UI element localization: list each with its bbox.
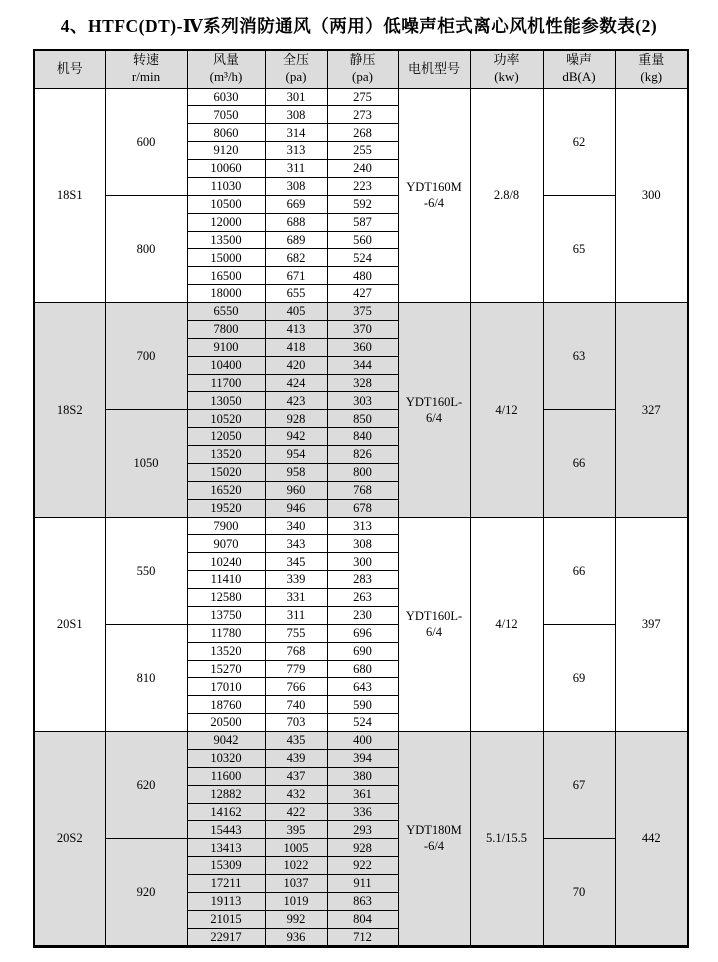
cell-full-pressure: 671 [265,267,327,285]
cell-power: 4/12 [470,303,543,518]
cell-flow: 7800 [187,320,265,338]
cell-flow: 6030 [187,88,265,106]
cell-flow: 9042 [187,732,265,750]
cell-full-pressure: 418 [265,338,327,356]
cell-full-pressure: 311 [265,160,327,178]
cell-full-pressure: 655 [265,285,327,303]
col-header-power: 功率 (kw) [470,50,543,88]
cell-full-pressure: 331 [265,589,327,607]
col-header-weight: 重量 (kg) [615,50,688,88]
cell-flow: 13500 [187,231,265,249]
cell-static-pressure: 336 [327,803,398,821]
cell-flow: 20500 [187,714,265,732]
table-row [34,839,688,857]
cell-flow: 16520 [187,481,265,499]
cell-full-pressure: 755 [265,624,327,642]
cell-static-pressure: 268 [327,124,398,142]
cell-static-pressure: 380 [327,767,398,785]
cell-flow: 10520 [187,410,265,428]
cell-motor: YDT160L- 6/4 [398,303,470,518]
cell-motor: YDT180M -6/4 [398,732,470,947]
cell-speed: 620 [105,732,187,839]
table-row [34,517,688,535]
cell-weight: 327 [615,303,688,518]
cell-speed: 600 [105,88,187,195]
cell-full-pressure: 946 [265,499,327,517]
cell-full-pressure: 423 [265,392,327,410]
cell-speed: 1050 [105,410,187,517]
cell-full-pressure: 424 [265,374,327,392]
cell-weight: 300 [615,88,688,303]
cell-static-pressure: 273 [327,106,398,124]
cell-flow: 21015 [187,910,265,928]
col-header-full-pressure: 全压 (pa) [265,50,327,88]
cell-noise: 62 [543,88,615,195]
cell-noise: 70 [543,839,615,947]
cell-full-pressure: 439 [265,749,327,767]
cell-static-pressure: 712 [327,928,398,946]
cell-static-pressure: 308 [327,535,398,553]
cell-static-pressure: 911 [327,875,398,893]
table-row [34,624,688,642]
cell-static-pressure: 240 [327,160,398,178]
col-header-motor: 电机型号 [398,50,470,88]
cell-static-pressure: 360 [327,338,398,356]
cell-flow: 10240 [187,553,265,571]
cell-full-pressure: 766 [265,678,327,696]
cell-model: 20S1 [34,517,105,732]
cell-static-pressure: 328 [327,374,398,392]
cell-flow: 11410 [187,571,265,589]
cell-static-pressure: 427 [327,285,398,303]
cell-full-pressure: 1005 [265,839,327,857]
cell-flow: 16500 [187,267,265,285]
cell-noise: 65 [543,195,615,302]
cell-static-pressure: 680 [327,660,398,678]
cell-full-pressure: 779 [265,660,327,678]
cell-static-pressure: 678 [327,499,398,517]
cell-static-pressure: 480 [327,267,398,285]
cell-full-pressure: 688 [265,213,327,231]
cell-static-pressure: 370 [327,320,398,338]
cell-static-pressure: 361 [327,785,398,803]
cell-full-pressure: 682 [265,249,327,267]
cell-static-pressure: 223 [327,177,398,195]
cell-full-pressure: 313 [265,142,327,160]
col-header-model: 机号 [34,50,105,88]
cell-full-pressure: 343 [265,535,327,553]
cell-flow: 7900 [187,517,265,535]
cell-full-pressure: 340 [265,517,327,535]
cell-full-pressure: 942 [265,428,327,446]
cell-full-pressure: 301 [265,88,327,106]
cell-flow: 9120 [187,142,265,160]
cell-flow: 19113 [187,892,265,910]
cell-static-pressure: 400 [327,732,398,750]
cell-weight: 442 [615,732,688,947]
cell-full-pressure: 1019 [265,892,327,910]
cell-static-pressure: 922 [327,857,398,875]
cell-static-pressure: 283 [327,571,398,589]
cell-full-pressure: 308 [265,106,327,124]
cell-flow: 10500 [187,195,265,213]
cell-flow: 12000 [187,213,265,231]
cell-flow: 15309 [187,857,265,875]
cell-full-pressure: 928 [265,410,327,428]
cell-model: 18S1 [34,88,105,303]
cell-static-pressure: 293 [327,821,398,839]
cell-static-pressure: 696 [327,624,398,642]
cell-flow: 14162 [187,803,265,821]
cell-static-pressure: 690 [327,642,398,660]
cell-flow: 18760 [187,696,265,714]
cell-noise: 66 [543,410,615,517]
cell-full-pressure: 958 [265,463,327,481]
page-title: 4、HTFC(DT)-Ⅳ系列消防通风（两用）低噪声柜式离心风机性能参数表(2) [60,16,658,36]
table-row [34,195,688,213]
cell-flow: 15270 [187,660,265,678]
cell-flow: 13520 [187,446,265,464]
cell-full-pressure: 432 [265,785,327,803]
cell-flow: 11030 [187,177,265,195]
cell-full-pressure: 740 [265,696,327,714]
cell-flow: 13750 [187,606,265,624]
cell-flow: 13050 [187,392,265,410]
cell-flow: 8060 [187,124,265,142]
table-row [34,303,688,321]
col-header-flow: 风量 (m³/h) [187,50,265,88]
cell-static-pressure: 863 [327,892,398,910]
cell-full-pressure: 936 [265,928,327,946]
cell-flow: 10060 [187,160,265,178]
header-row [34,50,688,88]
cell-flow: 9070 [187,535,265,553]
cell-speed: 920 [105,839,187,947]
cell-static-pressure: 840 [327,428,398,446]
table-row [34,88,688,106]
cell-static-pressure: 643 [327,678,398,696]
cell-static-pressure: 590 [327,696,398,714]
cell-flow: 11600 [187,767,265,785]
cell-motor: YDT160L- 6/4 [398,517,470,732]
cell-static-pressure: 313 [327,517,398,535]
cell-flow: 15020 [187,463,265,481]
cell-static-pressure: 375 [327,303,398,321]
cell-static-pressure: 524 [327,249,398,267]
cell-power: 4/12 [470,517,543,732]
cell-static-pressure: 587 [327,213,398,231]
cell-noise: 69 [543,624,615,731]
cell-flow: 19520 [187,499,265,517]
cell-power: 5.1/15.5 [470,732,543,947]
cell-flow: 15443 [187,821,265,839]
cell-static-pressure: 394 [327,749,398,767]
cell-static-pressure: 592 [327,195,398,213]
cell-full-pressure: 437 [265,767,327,785]
cell-static-pressure: 804 [327,910,398,928]
col-header-speed: 转速 r/min [105,50,187,88]
cell-noise: 63 [543,303,615,410]
cell-static-pressure: 928 [327,839,398,857]
cell-flow: 12882 [187,785,265,803]
cell-full-pressure: 435 [265,732,327,750]
cell-flow: 12050 [187,428,265,446]
cell-flow: 10320 [187,749,265,767]
cell-static-pressure: 230 [327,606,398,624]
cell-full-pressure: 405 [265,303,327,321]
cell-speed: 550 [105,517,187,624]
cell-flow: 12580 [187,589,265,607]
cell-model: 20S2 [34,732,105,947]
cell-full-pressure: 1022 [265,857,327,875]
cell-full-pressure: 689 [265,231,327,249]
fan-performance-table [33,49,689,948]
cell-noise: 66 [543,517,615,624]
cell-static-pressure: 275 [327,88,398,106]
cell-flow: 18000 [187,285,265,303]
cell-static-pressure: 850 [327,410,398,428]
cell-full-pressure: 669 [265,195,327,213]
cell-speed: 810 [105,624,187,731]
cell-noise: 67 [543,732,615,839]
cell-flow: 15000 [187,249,265,267]
cell-static-pressure: 263 [327,589,398,607]
cell-model: 18S2 [34,303,105,518]
cell-motor: YDT160M -6/4 [398,88,470,303]
cell-static-pressure: 300 [327,553,398,571]
cell-speed: 700 [105,303,187,410]
cell-full-pressure: 768 [265,642,327,660]
cell-full-pressure: 703 [265,714,327,732]
cell-full-pressure: 314 [265,124,327,142]
cell-full-pressure: 311 [265,606,327,624]
table-header [34,50,688,88]
cell-static-pressure: 768 [327,481,398,499]
cell-full-pressure: 992 [265,910,327,928]
cell-full-pressure: 413 [265,320,327,338]
cell-static-pressure: 826 [327,446,398,464]
cell-flow: 17010 [187,678,265,696]
cell-power: 2.8/8 [470,88,543,303]
cell-speed: 800 [105,195,187,302]
cell-flow: 11700 [187,374,265,392]
cell-flow: 22917 [187,928,265,946]
cell-flow: 7050 [187,106,265,124]
cell-static-pressure: 255 [327,142,398,160]
col-header-static-pressure: 静压 (pa) [327,50,398,88]
cell-static-pressure: 800 [327,463,398,481]
cell-static-pressure: 560 [327,231,398,249]
table-row [34,732,688,750]
cell-full-pressure: 308 [265,177,327,195]
cell-full-pressure: 954 [265,446,327,464]
cell-flow: 17211 [187,875,265,893]
cell-flow: 13520 [187,642,265,660]
cell-static-pressure: 344 [327,356,398,374]
cell-full-pressure: 1037 [265,875,327,893]
cell-full-pressure: 339 [265,571,327,589]
cell-flow: 13413 [187,839,265,857]
cell-full-pressure: 422 [265,803,327,821]
cell-flow: 11780 [187,624,265,642]
cell-full-pressure: 395 [265,821,327,839]
cell-weight: 397 [615,517,688,732]
cell-flow: 9100 [187,338,265,356]
cell-full-pressure: 420 [265,356,327,374]
table-body [34,88,688,946]
table-row [34,410,688,428]
cell-full-pressure: 345 [265,553,327,571]
cell-flow: 6550 [187,303,265,321]
col-header-noise: 噪声 dB(A) [543,50,615,88]
cell-full-pressure: 960 [265,481,327,499]
cell-static-pressure: 303 [327,392,398,410]
cell-flow: 10400 [187,356,265,374]
cell-static-pressure: 524 [327,714,398,732]
